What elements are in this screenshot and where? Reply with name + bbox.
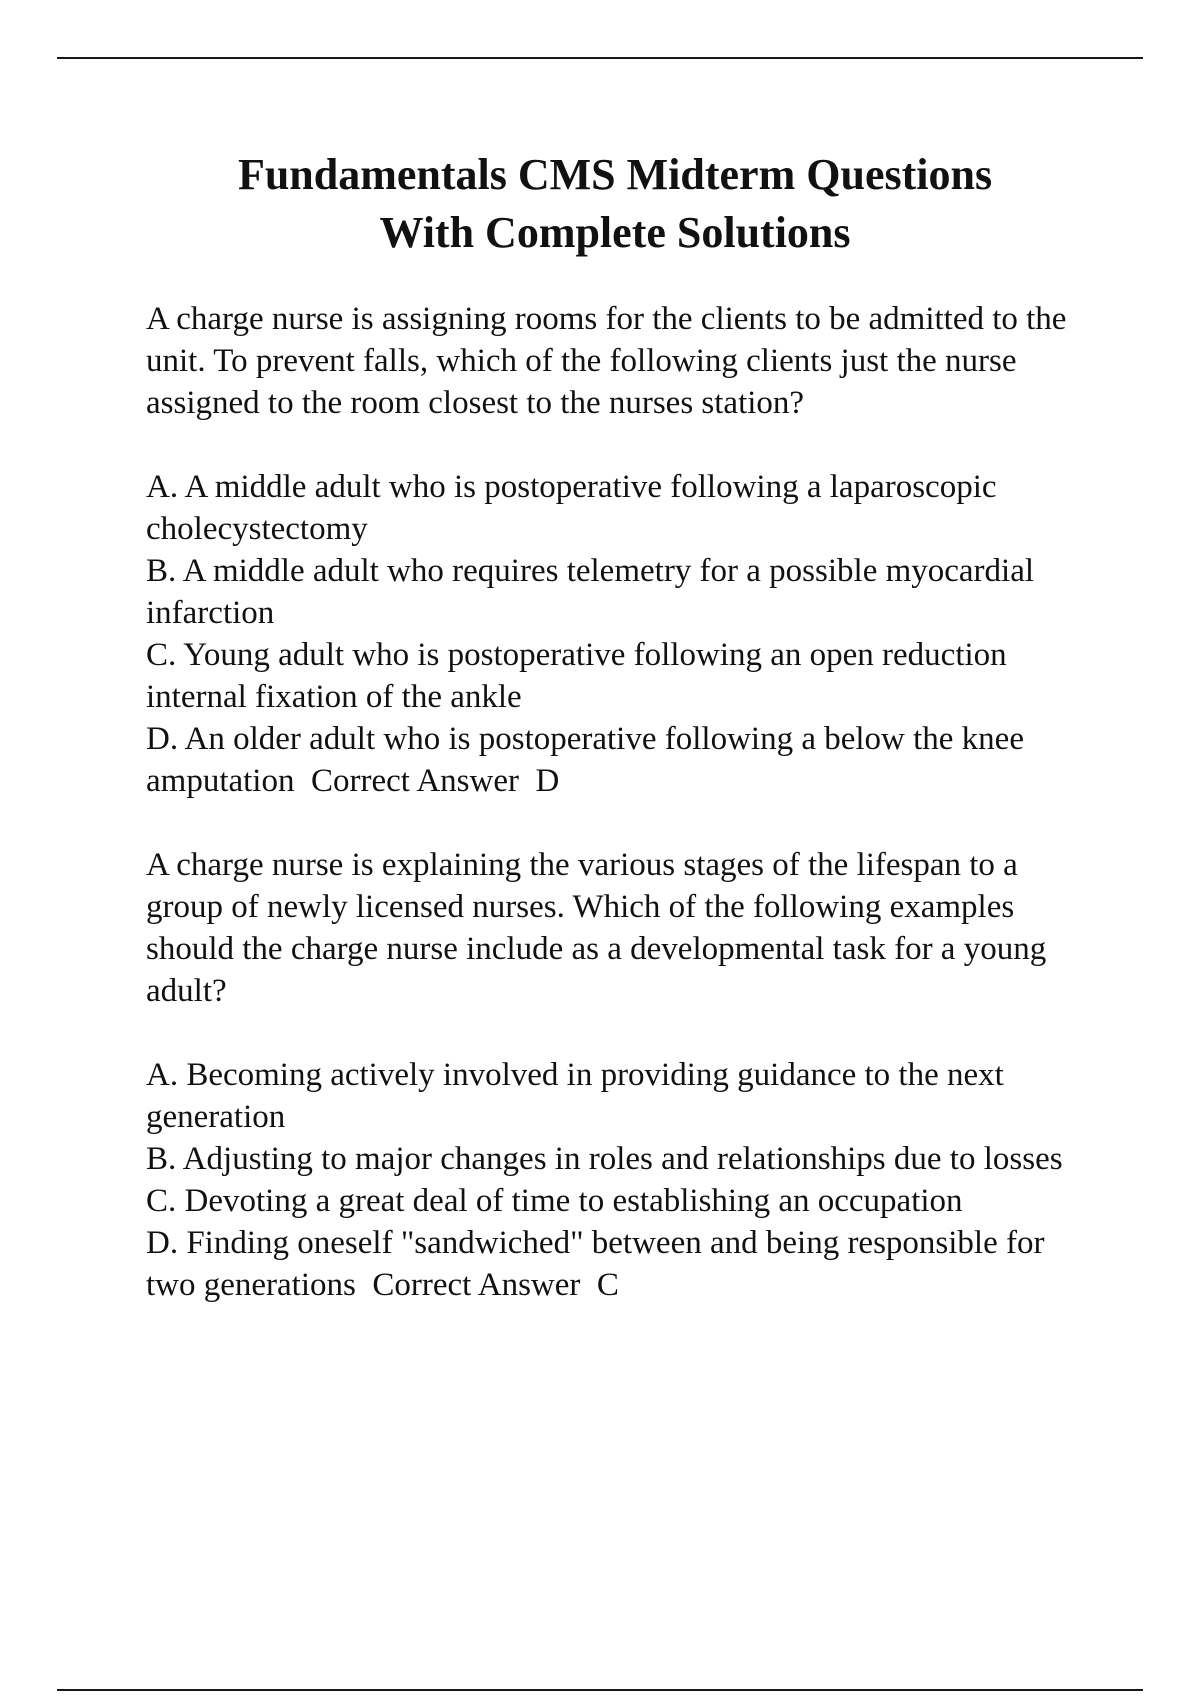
- question-1: [146, 298, 1096, 802]
- option-a: A. A middle adult who is postoperative following a laparoscopic cholecystectomy: [146, 469, 997, 547]
- option-d: [146, 1222, 1096, 1306]
- option-a: A. Becoming actively involved in providing guidance to the next generation: [146, 1057, 1004, 1135]
- question-text: A charge nurse is assigning rooms for the clients to be admitted to the unit. To prevent falls, which of the following clients just the nurse assigned to the room closest to the nurses station?: [146, 301, 1067, 421]
- option-d-text: D. An older adult who is postoperative following a below the knee amputation: [146, 721, 1024, 799]
- option-list: [146, 466, 1096, 802]
- option-b: B. Adjusting to major changes in roles and relationships due to losses: [146, 1141, 1063, 1177]
- option-d-text: D. Finding oneself "sandwiched" between and being responsible for two generations: [146, 1225, 1045, 1303]
- answer-value: C: [596, 1267, 619, 1303]
- option-c: C. Young adult who is postoperative following an open reduction internal fixation of the ankle: [146, 637, 1007, 715]
- title-line-2: With Complete Solutions: [379, 208, 851, 257]
- question-2: [146, 844, 1096, 1306]
- option-list: [146, 1054, 1096, 1306]
- option-c: C. Devoting a great deal of time to establishing an occupation: [146, 1183, 963, 1219]
- page-title: [60, 146, 1170, 262]
- answer-label: Correct Answer: [310, 763, 519, 799]
- title-line-1: Fundamentals CMS Midterm Questions: [237, 150, 993, 199]
- answer-value: D: [535, 763, 560, 799]
- question-text: A charge nurse is explaining the various stages of the lifespan to a group of newly licensed nurses. Which of the following examples should the charge nurse include as a developmental task for a young adult?: [146, 847, 1047, 1009]
- option-b: B. A middle adult who requires telemetry for a possible myocardial infarction: [146, 553, 1035, 631]
- top-rule: [57, 57, 1143, 59]
- question-list: [146, 298, 1096, 1348]
- bottom-rule: [57, 1689, 1143, 1691]
- option-d: [146, 718, 1096, 802]
- answer-label: Correct Answer: [372, 1267, 581, 1303]
